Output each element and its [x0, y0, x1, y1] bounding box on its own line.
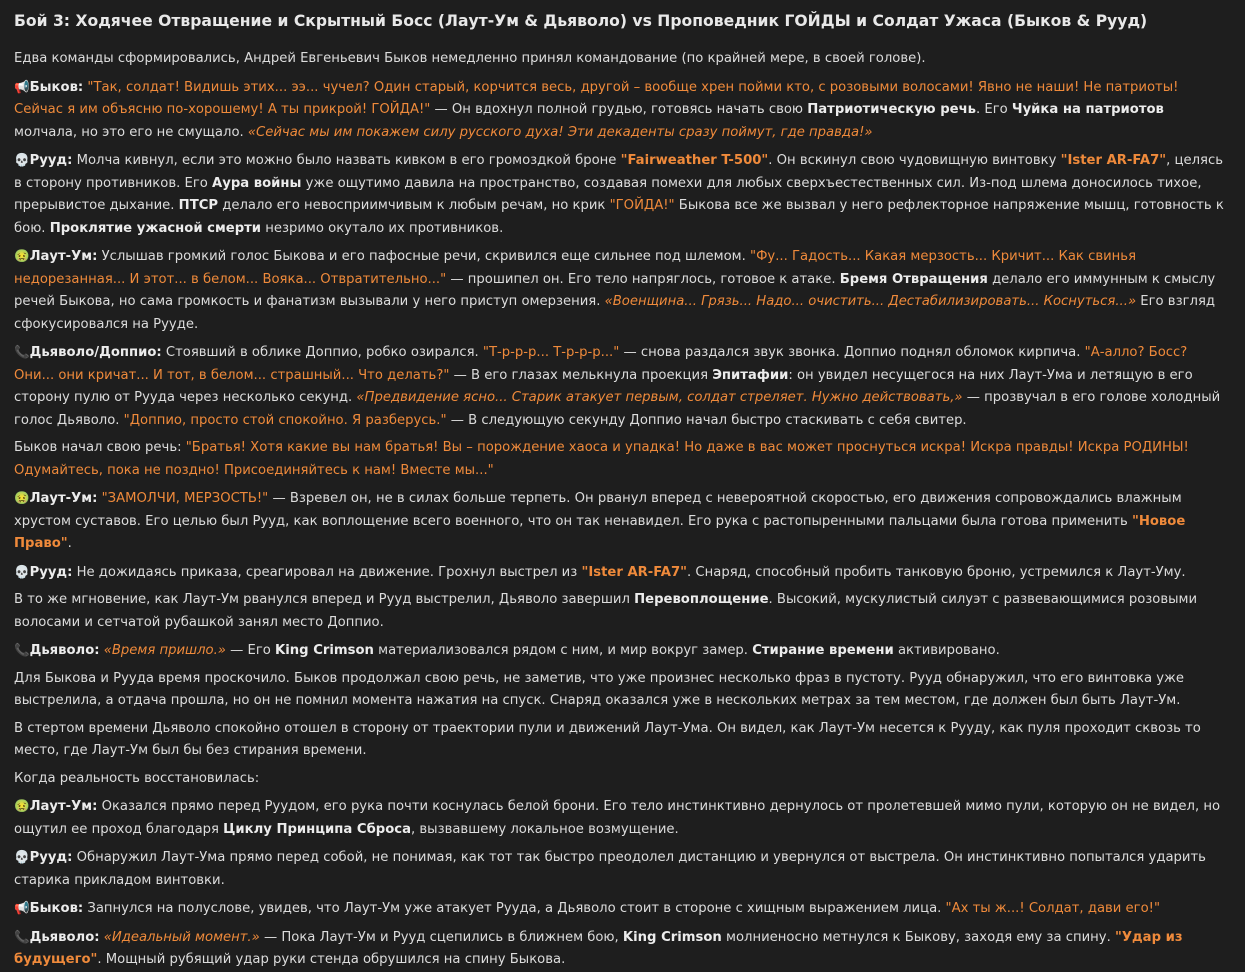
- text-run: , вызвавшему локальное возмущение.: [411, 821, 679, 837]
- text-run: Стоявший в облике Доппио, робко озирался.: [161, 345, 483, 360]
- quote: «Военщина... Грязь... Надо... очистить... Дестабилизировать... Коснуться...»: [604, 294, 1137, 309]
- paragraph: [14, 639, 1231, 663]
- nauseated-face-icon: 🤢: [14, 490, 30, 505]
- paragraph: [14, 561, 1231, 585]
- bold-term: Проклятие ужасной смерти: [49, 220, 262, 236]
- text-run: . Высокий, мускулистый силуэт с развевающимися розовыми волосами и сетчатой рубашкой занял место Доппио.: [14, 592, 1198, 630]
- bold-term: Лаут-Ум:: [29, 491, 98, 506]
- paragraph: [14, 795, 1231, 841]
- text-run: .: [67, 536, 72, 551]
- bold-term: Рууд:: [29, 850, 73, 865]
- paragraph: [14, 437, 1231, 482]
- document-body: [14, 48, 1231, 972]
- bold-term: Дьяволо:: [29, 643, 100, 658]
- text-run: Молча кивнул, если это можно было назвать кивком в его громоздкой броне: [72, 153, 621, 168]
- bold-term: Рууд:: [29, 153, 73, 168]
- text-run: В то же мгновение, как Лаут-Ум рванулся вперед и Рууд выстрелил, Дьяволо завершил: [14, 592, 635, 607]
- text-run: Быкова все же вызвал у него рефлекторное напряжение мышц, готовность к бою.: [14, 198, 1224, 236]
- text-run: — прошипел он. Его тело напряглось, готовое к атаке.: [446, 271, 840, 287]
- text-run: — Его: [225, 643, 276, 658]
- text-run: Не дожидаясь приказа, среагировал на движение. Грохнул выстрел из: [72, 564, 582, 580]
- quote: "Ах ты ж...! Солдат, дави его!": [945, 901, 1161, 916]
- bold-term: Эпитафии: [712, 367, 789, 383]
- text-run: Обнаружил Лаут-Ума прямо перед собой, не понимая, как тот так быстро преодолел дистанцию и увернулся от выстрела. Он инстинктивно попытался ударить старика прикладом винтовки.: [14, 850, 1206, 888]
- megaphone-icon: 📢: [14, 900, 30, 915]
- quote: "Доппио, просто стой спокойно. Я разберусь.": [123, 412, 447, 428]
- paragraph: [14, 149, 1231, 240]
- text-run: материализовался рядом с ним, и мир вокруг замер.: [373, 643, 753, 658]
- quote: "Братья! Хотя какие вы нам братья! Вы – порождение хаоса и упадка! Но даже в вас может проснуться искра! Искра правды! Искра РОДИНЫ! Одумайтесь, пока не поздно! Присоединяйтесь к нам! Вместе мы...": [14, 440, 1189, 478]
- quote: "Ister AR-FA7": [581, 564, 688, 580]
- text-run: . Его: [976, 102, 1012, 117]
- text-run: Его взгляд сфокусировался на Рууде.: [14, 294, 1215, 332]
- megaphone-icon: 📢: [14, 78, 30, 94]
- quote: «Предвидение ясно... Старик атакует первым, солдат стреляет. Нужно действовать,»: [356, 390, 963, 405]
- text-run: — снова раздался звук звонка. Доппио поднял обломок кирпича.: [619, 345, 1085, 360]
- bold-term: Циклу Принципа Сброса: [223, 821, 411, 837]
- text-run: Едва команды сформировались, Андрей Евгеньевич Быков немедленно принял командование (по крайней мере, в своей голове).: [14, 51, 926, 66]
- quote: "Так, солдат! Видишь этих... ээ... чучел? Один старый, корчится весь, другой – вообще хрен пойми кто, с розовыми волосами! Явно не наши! Не патриоты! Сейчас я им объясню по-хорошему! А ты прикрой! ГОЙДА!": [14, 79, 1179, 117]
- paragraph: [14, 926, 1231, 972]
- bold-term: Чуйка на патриотов: [1011, 102, 1164, 117]
- bold-term: Бремя Отвращения: [839, 271, 988, 287]
- bold-term: Перевоплощение: [634, 592, 769, 607]
- quote: «Время пришло.»: [103, 643, 226, 658]
- text-run: молниеносно метнулся к Быкову, заходя ему за спину.: [721, 929, 1115, 945]
- bold-term: King Crimson: [275, 643, 374, 658]
- quote: "ЗАМОЛЧИ, МЕРЗОСТЬ!": [101, 491, 269, 506]
- bold-term: ПТСР: [178, 198, 219, 213]
- paragraph: [14, 668, 1231, 713]
- quote: "Ister AR-FA7": [1060, 153, 1167, 168]
- quote: «Сейчас мы им покажем силу русского духа! Эти декаденты сразу поймут, где правда!»: [247, 124, 873, 140]
- text-run: . Он вскинул свою чудовищную винтовку: [768, 153, 1061, 168]
- text-run: Быков начал свою речь:: [14, 440, 186, 455]
- bold-term: Патриотическую речь: [807, 102, 976, 117]
- paragraph: [14, 846, 1231, 892]
- text-run: . Снаряд, способный пробить танковую броню, устремился к Лаут-Уму.: [687, 564, 1186, 580]
- text-run: активировано.: [893, 643, 1000, 658]
- paragraph: [14, 589, 1231, 634]
- skull-icon: 💀: [14, 152, 30, 167]
- quote: "ГОЙДА!": [609, 198, 675, 213]
- bold-term: Стирание времени: [752, 643, 894, 658]
- paragraph: [14, 341, 1231, 432]
- quote: «Идеальный момент.»: [103, 929, 260, 945]
- bold-term: Дьяволо/Доппио:: [29, 345, 162, 360]
- text-run: — В его глазах мелькнула проекция: [449, 367, 713, 383]
- paragraph: [14, 897, 1231, 921]
- text-run: В стертом времени Дьяволо спокойно отошел в сторону от траектории пули и движений Лаут-Ума. Он видел, как Лаут-Ум несется к Рууду, как пуля проходит сквозь то место, где Лаут-Ум был бы без стирания времени.: [14, 720, 1201, 758]
- phone-icon: 📞: [14, 642, 30, 657]
- text-run: Запнулся на полуслове, увидев, что Лаут-Ум уже атакует Рууда, а Дьяволо стоит в стороне с хищным выражением лица.: [83, 901, 946, 916]
- bold-term: Быков:: [29, 79, 84, 95]
- phone-icon: 📞: [14, 928, 30, 944]
- paragraph: [14, 76, 1231, 145]
- bold-term: Быков:: [29, 901, 84, 916]
- text-run: уже ощутимо давила на пространство, создавая помехи для любых сверхъестественных сил. Из-под шлема доносилось тихое, прерывистое дыхание.: [14, 175, 1202, 213]
- nauseated-face-icon: 🤢: [14, 248, 30, 263]
- text-run: — В следующую секунду Доппио начал быстро стаскивать с себя свитер.: [446, 412, 967, 428]
- nauseated-face-icon: 🤢: [14, 798, 30, 813]
- text-run: делало его невосприимчивым к любым речам, но крик: [218, 198, 610, 213]
- bold-term: Лаут-Ум:: [29, 799, 98, 814]
- text-run: молчала, но это его не смущало.: [14, 124, 248, 140]
- text-run: незримо окутало их противников.: [261, 220, 504, 236]
- text-run: делало его иммунным к смыслу речей Быкова, но сама громкость и фанатизм вызывали у него приступ омерзения.: [14, 271, 1216, 309]
- bold-term: Лаут-Ум:: [29, 249, 98, 264]
- text-run: Оказался прямо перед Руудом, его рука почти коснулась белой брони. Его тело инстинктивно дернулось от пролетевшей мимо пули, которую он не видел, но ощутил ее проход благодаря: [14, 799, 1221, 837]
- text-run: : он увидел несущегося на них Лаут-Ума и летящую в его сторону пулю от Рууда через несколько секунд.: [14, 367, 1193, 405]
- skull-icon: 💀: [14, 849, 30, 864]
- paragraph: [14, 768, 1231, 791]
- text-run: — Он вдохнул полной грудью, готовясь начать свою: [430, 102, 808, 117]
- text-run: , целясь в сторону противников. Его: [14, 153, 1224, 191]
- text-run: Услышав громкий голос Быкова и его пафосные речи, скривился еще сильнее под шлемом.: [97, 249, 750, 264]
- quote: "Фу... Гадость... Какая мерзость... Кричит... Как свинья недорезанная... И этот... в белом... Вояка... Отвратительно...": [14, 249, 1137, 287]
- bold-term: Дьяволо:: [29, 929, 100, 945]
- quote: "Fairweather T-500": [620, 153, 769, 168]
- phone-icon: 📞: [14, 344, 30, 359]
- text-run: — прозвучал в его голове холодный голос Дьяволо.: [14, 390, 1221, 428]
- quote: "Т-р-р-р... Т-р-р-р...": [482, 345, 620, 360]
- bold-term: King Crimson: [622, 929, 722, 945]
- text-run: . Мощный рубящий удар руки стенда обрушился на спину Быкова.: [97, 952, 566, 967]
- skull-icon: 💀: [14, 563, 30, 579]
- text-run: — Пока Лаут-Ум и Рууд сцепились в ближнем бою,: [259, 929, 623, 945]
- paragraph: [14, 718, 1231, 763]
- page-title: Бой 3: Ходячее Отвращение и Скрытный Босс (Лаут-Ум & Дьяволо) vs Проповедник ГОЙДЫ и Солдат Ужаса (Быков & Рууд): [14, 12, 1148, 30]
- quote: "Удар из будущего": [14, 929, 1183, 967]
- text-run: — Взревел он, не в силах больше терпеть. Он рванул вперед с невероятной скоростью, его движения сопровождались влажным хрустом суставов. Его целью был Рууд, как воплощение всего военного, что он так ненавидел. Его рука с растопыренными пальцами была готова применить: [14, 491, 1182, 529]
- paragraph: [14, 48, 1231, 71]
- text-run: Когда реальность восстановилась:: [14, 770, 260, 786]
- text-run: Для Быкова и Рууда время проскочило. Быков продолжал свою речь, не заметив, что уже произнес несколько фраз в пустоту. Рууд обнаружил, что его винтовка уже выстрелила, а отдача прошла, но он не помнил момента нажатия на спуск. Снаряд оказался уже в нескольких метрах за тем местом, где должен был быть Лаут-Ум.: [14, 670, 1185, 708]
- bold-term: Аура войны: [212, 175, 302, 191]
- paragraph: [14, 245, 1231, 336]
- quote: "А-алло? Босс? Они... они кричат... И тот, в белом... страшный... Что делать?": [14, 345, 1188, 383]
- quote: "Новое Право": [14, 513, 1186, 551]
- bold-term: Рууд:: [29, 564, 73, 580]
- paragraph: [14, 487, 1231, 556]
